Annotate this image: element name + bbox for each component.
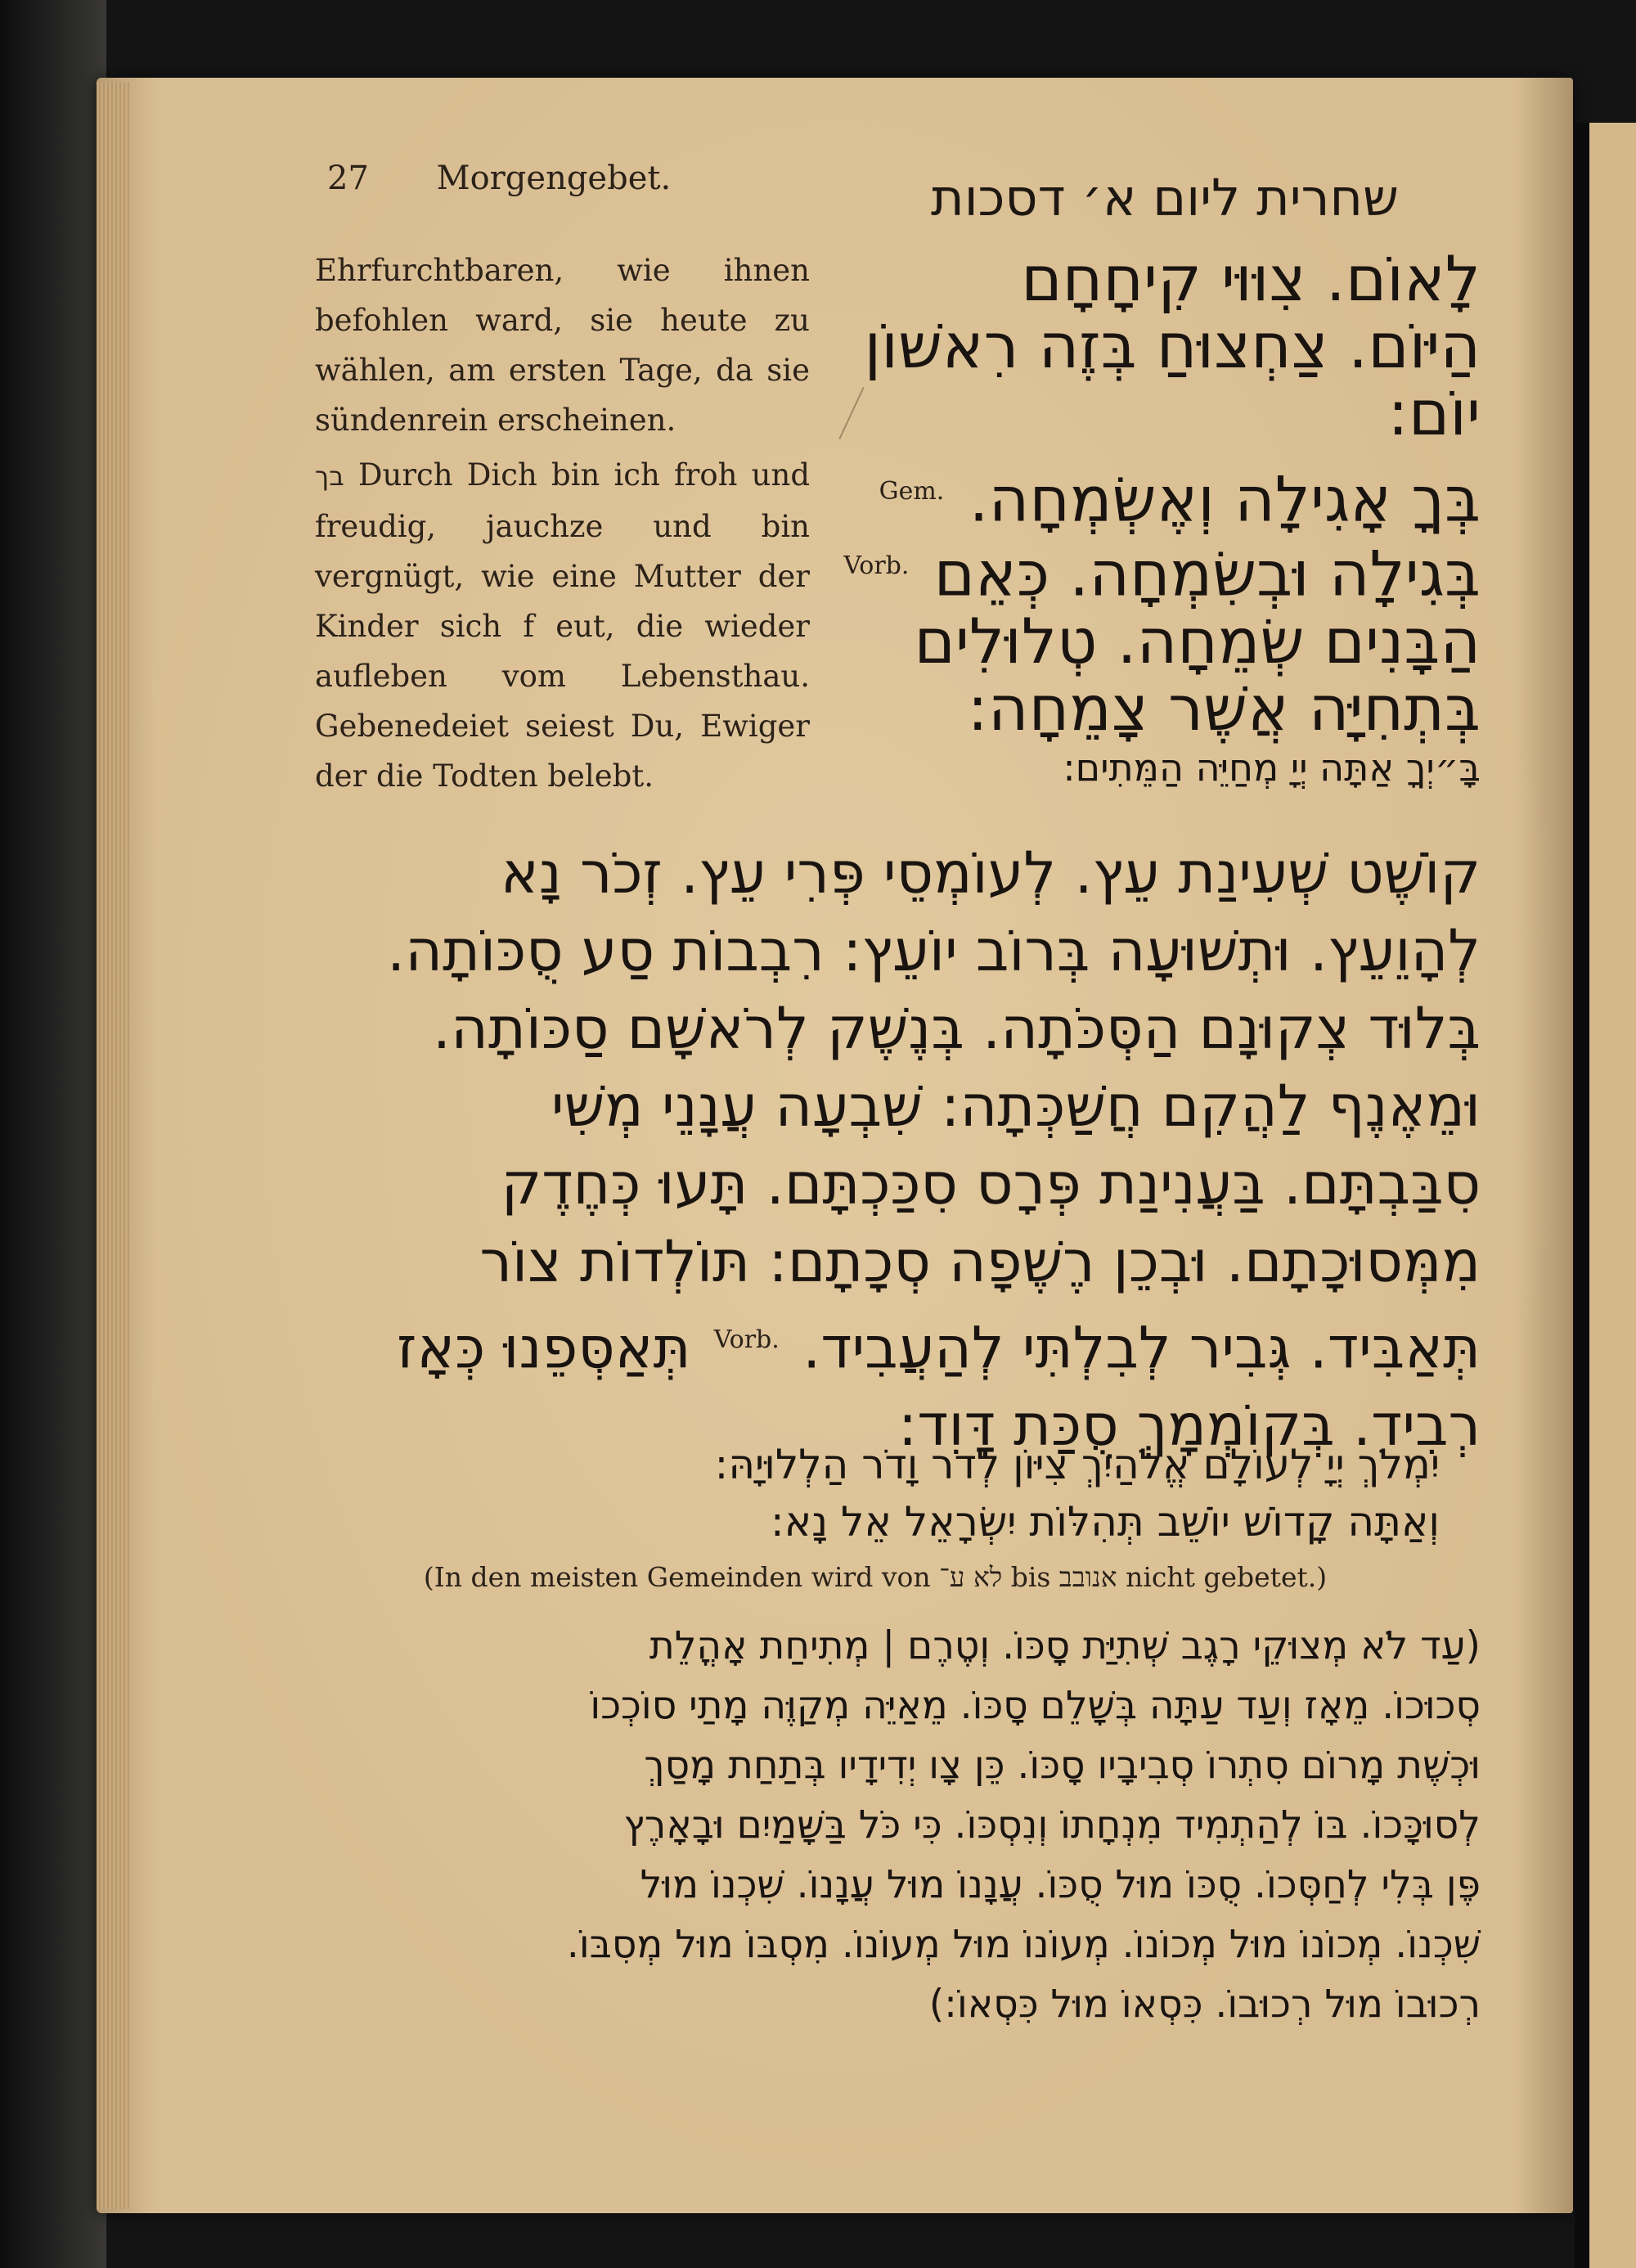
page-edges [97,82,129,2209]
hebrew-line: לָאוֹם. צִוּוּי קִיחָחָם [1021,242,1481,315]
german-paragraph-2-text: Durch Dich bin ich froh und freudig, jauchze und bin vergnügt, wie eine Mutter der Kinder sich f eut, die wieder aufleben vom Lebensthau. Gebenedeiet seiest Du, Ewiger der die Todten belebt. [315,457,811,794]
hebrew-line: רְבִיד. בְּקוֹמְמָךְ סֻכַּת דָּוִד: [897,1392,1481,1460]
hebrew-verses [376,1436,1440,1550]
hebrew-line: הַבָּנִים שְׂמֵחָה. טְלוּלִים [914,604,1481,677]
hebrew-line: לְהָוֵעֵץ. וּתְשׁוּעָה בְּרוֹב יוֹעֵץ: רִבְבוֹת סַע סֻכּוֹתָה. [387,917,1481,984]
page-title-hebrew: שחרית ליום א׳ דסכות [930,168,1399,227]
hebrew-small-block [303,1616,1481,2034]
book-cover-edge [0,0,106,2268]
hebrew-line: פֶּן בְּלִי לְחַסְּכוֹ. סֻכּוֹ מוּל סֻכּוֹ. עֲנָנוֹ מוּל עֲנָנוֹ. שִׁכְנוֹ מוּל [640,1862,1481,1907]
hebrew-main-block [303,835,1481,1465]
german-paragraph-2 [315,450,810,801]
hebrew-line: בְּגִילָה וּבְשִׂמְחָה. כְּאֵם $^{Vorb.}$ [843,537,1481,610]
hebrew-line: וּמֵאֶנֶף לַהֲקִם חֲשַׁכְּתָה: שִׁבְעָה עֲנָנֵי מְשִׁי [551,1073,1481,1140]
gem-marker: Gem. [879,477,945,506]
facing-page-edge [1575,123,1636,2268]
page-number: 27 [327,160,369,197]
hebrew-cue-word: בך [315,461,344,492]
hebrew-line: בְּךָ אָגִילָה וְאֶשְׂמְחָה. $^{Gem.}$ [879,462,1481,536]
hebrew-line: לְסוּכָּכוֹ. בּוֹ לְהַתְמִיד מִנְחָתוֹ וְנִסְכּוֹ. כִּי כֹּל בַּשָּׁמַיִם וּבָאָרֶץ [623,1802,1481,1847]
hebrew-line: בְּלוּד צְקוּנָם הַסְּכֹּתָה. בְּנֶשֶׁק לְרֹאשָׁם סַכּוֹתָה. [432,995,1481,1062]
hebrew-line: שִׁכְנוֹ. מְכוֹנוֹ מוּל מְכוֹנוֹ. מְעוֹנוֹ מוּל מְעוֹנוֹ. מִסְבּוֹ מוּל מְסִבּוֹ. [566,1922,1481,1967]
hebrew-line: תְּאַבִּיד. גְּבִיר לְבִלְתִּי לְהַעֲבִיד. $^{Vorb.}$ תְּאַסְּפֵנוּ כְּאָז [397,1314,1481,1382]
hebrew-line: וּכְשֶׁת מָרוֹם סִתְרוֹ סְבִיבָיו סָכּוֹ. כֵּן צָו יְדִידָיו בְּתַחַת מָסַךְ [644,1743,1481,1788]
vorb-marker: Vorb. [843,551,910,581]
hebrew-line: סְכוּכוֹ. מֵאָז וְעַד עַתָּה בְּשָׁלֵם סָכּוֹ. מֵאַיֵּה מְקַוֶּה מָתַי סוֹכְכוֹ [590,1683,1481,1728]
german-paragraph-1: Ehrfurchtbaren, wie ihnen befohlen ward, sie heute zu wählen, am ersten Tage, da sie sündenrein erscheinen. [315,253,810,438]
hebrew-line: רְכוּבוֹ מוּל רְכוּבוֹ. כִּסְאוֹ מוּל כִּסְאוֹ:) [928,1982,1481,2027]
hebrew-line: הַיּוֹם. צַחְצוּחַ בְּזֶה רִאשׁוֹן [864,309,1481,382]
running-header-german [327,160,671,197]
hebrew-line: מִמְּסוּכָתָם. וּבְכֵן רֶשֶׁפָה סְכָתָם: תּוֹלְדוֹת צוֹר [479,1228,1481,1295]
hebrew-line: קוֹשֶׁט שְׁעִינַת עֵץ. לְעוֹמְסֵי פְּרִי עֵץ. זְכֹר נָא [500,839,1481,907]
german-footnote: (In den meisten Gemeinden wird von לא ע־ bis אנובב nicht gebetet.) [423,1561,1328,1593]
hebrew-line: בְּתְחִיָּה אֲשֶׁר צָמֵחָה: [967,671,1481,745]
hebrew-line: (עַד לֹא מְצוּקֵי רָגֶב שְׁתִיַּת סָכּוֹ. וְטֶרֶם | מְתִיחַת אָהֳלֵת [649,1623,1481,1668]
hebrew-blessing-line: בָּ״יְךָ אַתָּה יְיָ מְחַיֵּה הַמֵּתִים: [1063,745,1481,790]
page-title-german: Morgengebet. [436,160,672,197]
vorb-marker: Vorb. [713,1325,780,1354]
hebrew-line: יוֹם: [1387,376,1481,449]
hebrew-column-right [810,242,1481,793]
hebrew-line: יִמְלֹךְ יְיָ לְעוֹלָם אֱלֹהַיִךְ צִיּוֹן לְדֹר וָדֹר הַלְלוּיָהּ: [714,1441,1440,1488]
hebrew-line: סִבַּבְתָּם. בַּעֲנִינַת פְּרָס סִכַּכְתָּם. תָּעוּ כְּחֶדֶק [501,1150,1481,1217]
hebrew-line: וְאַתָּה קָדוֹשׁ יוֹשֵׁב תְּהִלּוֹת יִשְׂרָאֵל אֵל נָא: [770,1498,1440,1546]
